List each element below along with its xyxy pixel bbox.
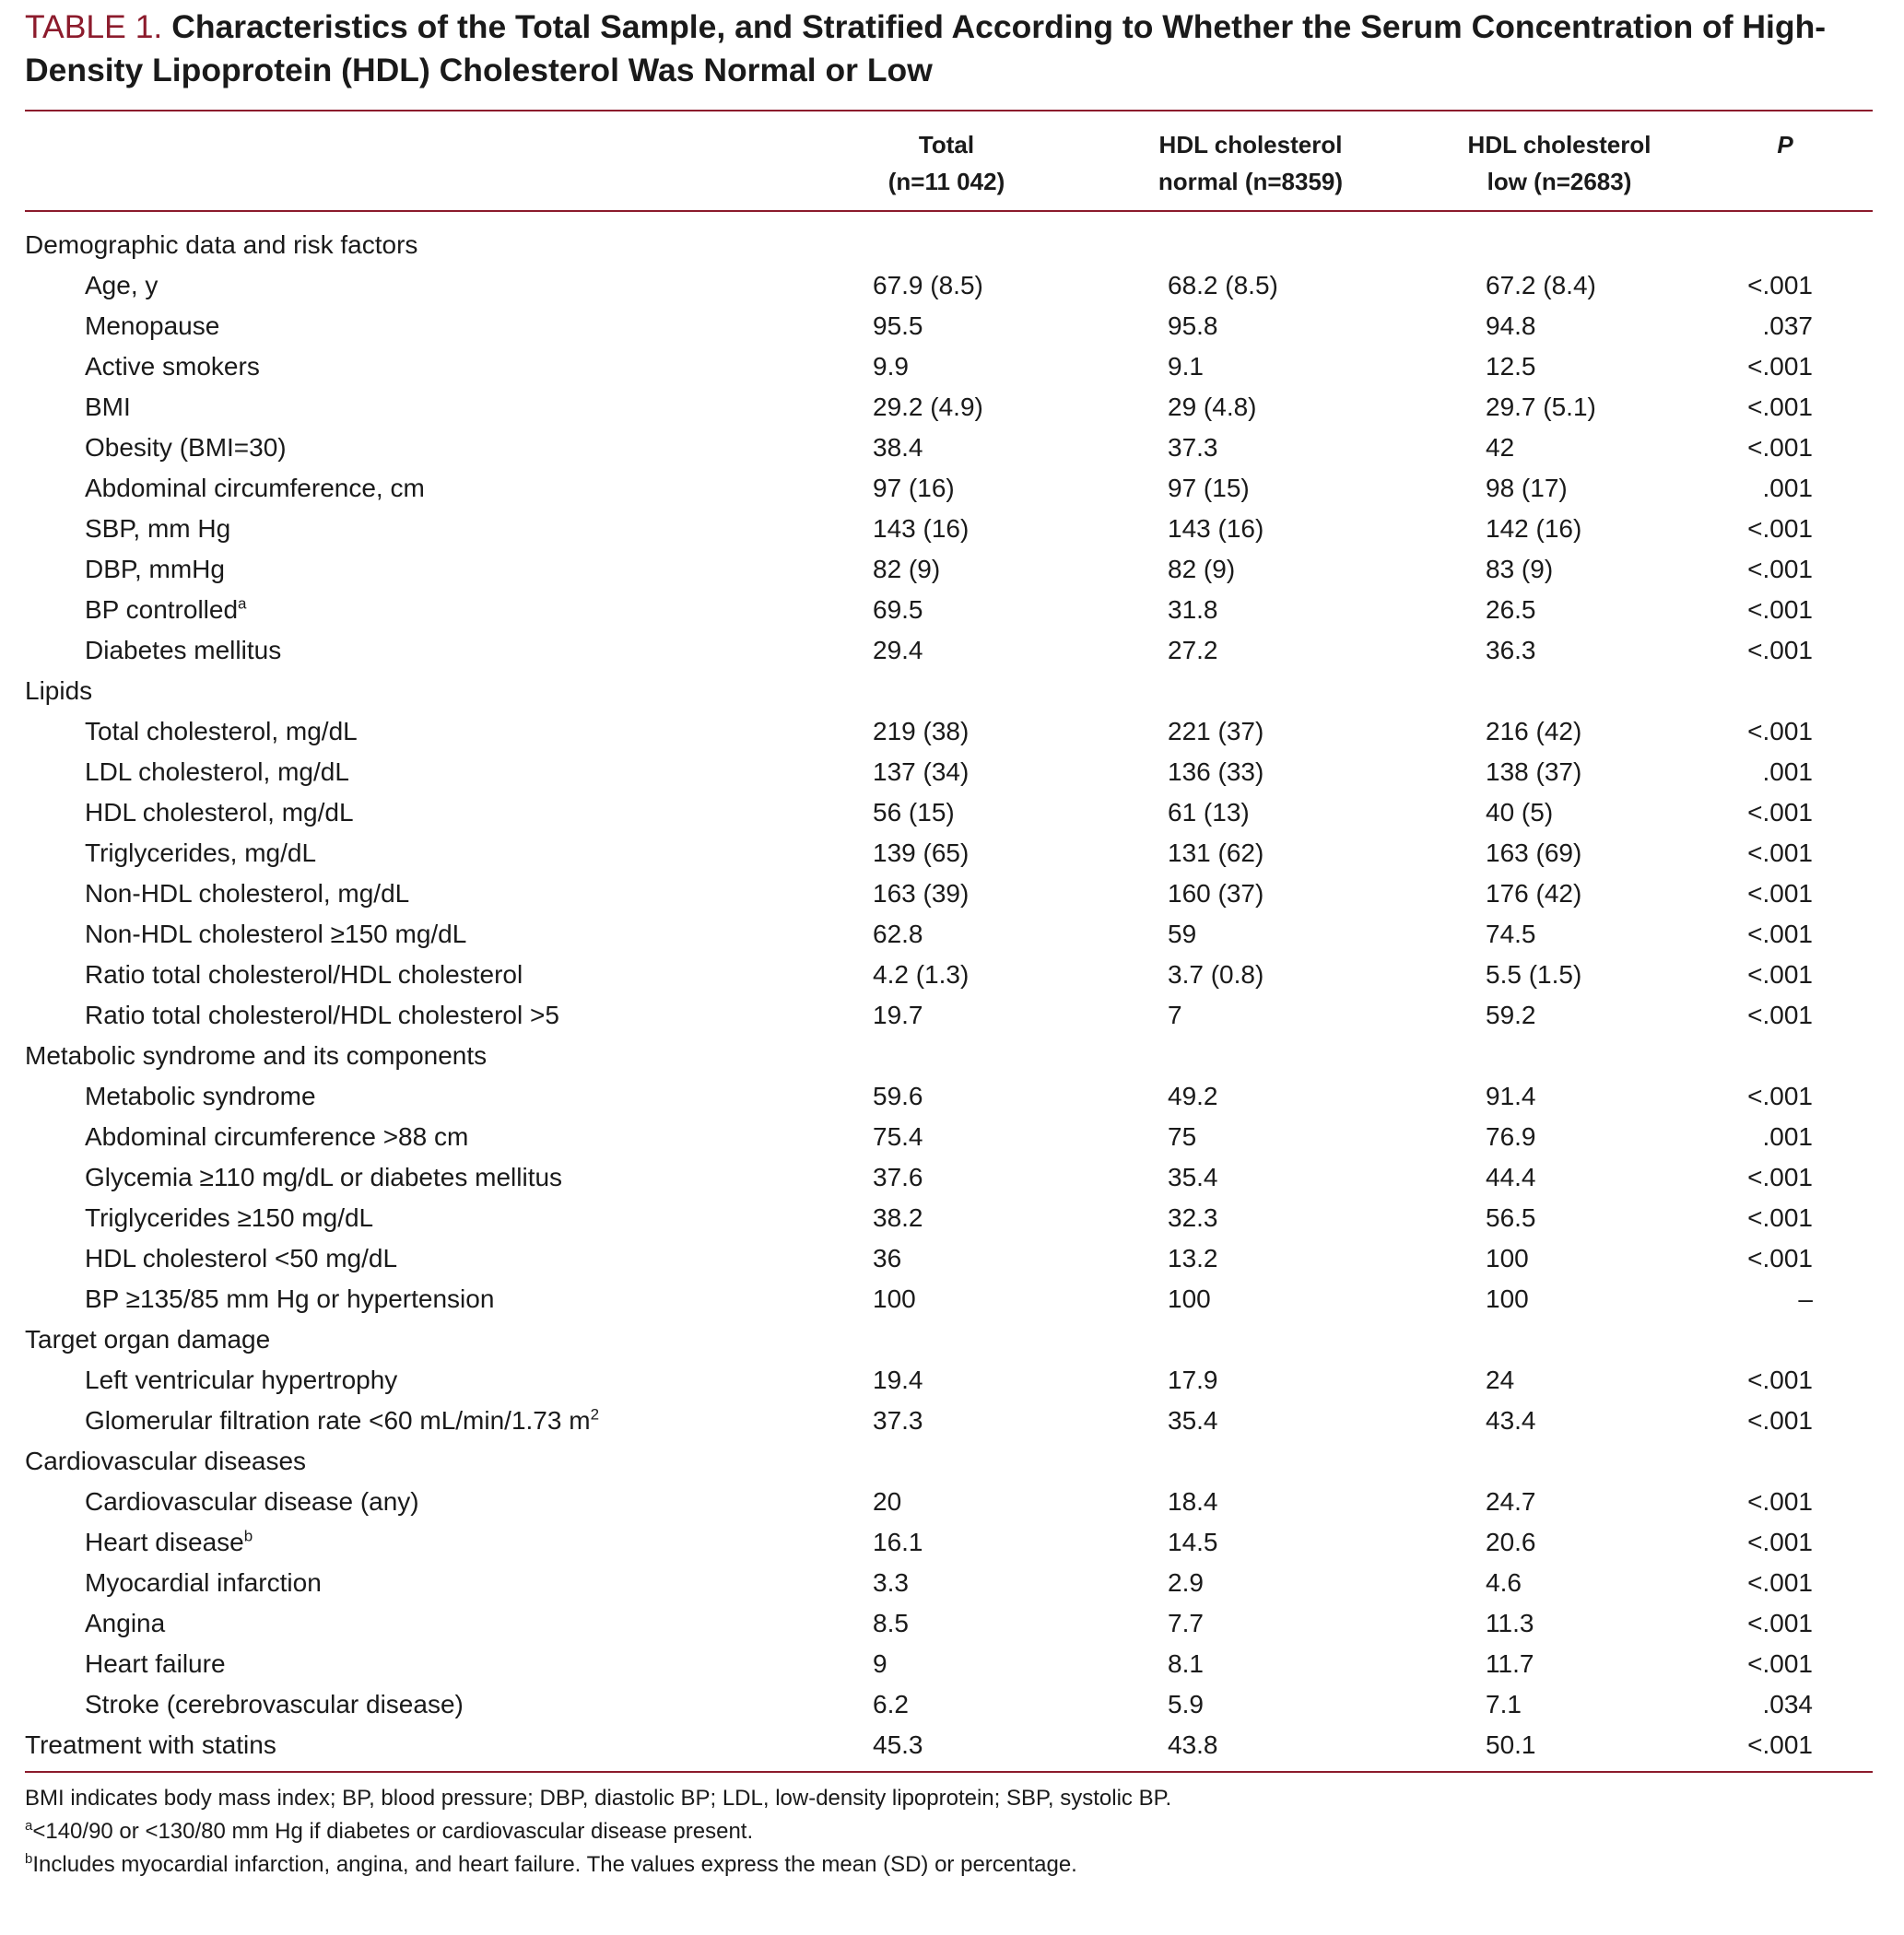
row-label: [85, 955, 523, 995]
table-row: [25, 1279, 1873, 1319]
table-row: [25, 306, 1873, 346]
cell-hdl-normal: 8.1: [1168, 1649, 1204, 1678]
cell-p-value: <.001: [1747, 1649, 1813, 1678]
row-label: [85, 792, 354, 833]
cell-hdl-low: 29.7 (5.1): [1486, 393, 1596, 421]
cell-hdl-low: 7.1: [1486, 1690, 1522, 1718]
row-label-text: BMI: [85, 393, 131, 421]
cell-p-value: .001: [1762, 1122, 1813, 1151]
table-row: [25, 1401, 1873, 1441]
cell-p-value: <.001: [1747, 1487, 1813, 1516]
table-row: [25, 265, 1873, 306]
cell-total: 4.2 (1.3): [873, 960, 970, 989]
row-label-text: Ratio total cholesterol/HDL cholesterol: [85, 960, 523, 989]
cell-hdl-normal: 95.8: [1168, 311, 1218, 340]
cell-p-value: <.001: [1747, 879, 1813, 908]
cell-hdl-normal: 18.4: [1168, 1487, 1218, 1516]
table-row: [25, 590, 1873, 630]
row-label-text: Diabetes mellitus: [85, 636, 282, 664]
cell-hdl-normal: 35.4: [1168, 1406, 1218, 1435]
row-label: [85, 1076, 316, 1117]
cell-hdl-normal: 100: [1168, 1284, 1211, 1313]
bottom-rule: [25, 1771, 1873, 1773]
header-hdl-low-line1: HDL cholesterol: [1467, 131, 1651, 158]
cell-total: 67.9 (8.5): [873, 271, 983, 299]
table-row: [25, 468, 1873, 509]
cell-p-value: <.001: [1747, 1568, 1813, 1597]
row-label-text: Demographic data and risk factors: [25, 230, 418, 259]
table-row: [25, 955, 1873, 995]
cell-hdl-normal: 32.3: [1168, 1203, 1218, 1232]
row-label-text: Ratio total cholesterol/HDL cholesterol >5: [85, 1001, 559, 1029]
table-title: [25, 6, 1873, 92]
row-label-text: Triglycerides ≥150 mg/dL: [85, 1203, 374, 1232]
cell-total: 29.4: [873, 636, 923, 664]
row-label-superscript: a: [238, 594, 247, 613]
row-label-text: Menopause: [85, 311, 220, 340]
row-label: [85, 468, 425, 509]
section-header-row: [25, 1036, 1873, 1076]
row-label: [85, 428, 287, 468]
cell-total: 9.9: [873, 352, 909, 381]
table-row: [25, 1482, 1873, 1522]
cell-hdl-low: 138 (37): [1486, 757, 1582, 786]
row-label-text: SBP, mm Hg: [85, 514, 231, 543]
row-label: [85, 346, 260, 387]
table-row: [25, 1725, 1873, 1765]
row-label: [85, 1279, 494, 1319]
cell-hdl-low: 36.3: [1486, 636, 1536, 664]
row-label: [85, 1360, 397, 1401]
row-label: [85, 1401, 599, 1441]
row-label: [85, 509, 230, 549]
table-body: [25, 225, 1873, 1765]
row-label-text: Treatment with statins: [25, 1730, 276, 1759]
cell-hdl-normal: 17.9: [1168, 1366, 1218, 1394]
cell-p-value: <.001: [1747, 798, 1813, 827]
table-row: [25, 1522, 1873, 1563]
cell-p-value: <.001: [1747, 636, 1813, 664]
row-label-text: Active smokers: [85, 352, 260, 381]
cell-total: 143 (16): [873, 514, 970, 543]
cell-hdl-low: 176 (42): [1486, 879, 1582, 908]
table-row: [25, 1603, 1873, 1644]
table-row: [25, 874, 1873, 914]
cell-hdl-normal: 37.3: [1168, 433, 1218, 462]
cell-total: 6.2: [873, 1690, 909, 1718]
cell-total: 62.8: [873, 920, 923, 948]
cell-total: 37.6: [873, 1163, 923, 1191]
row-label-text: Obesity (BMI=30): [85, 433, 287, 462]
cell-p-value: <.001: [1747, 352, 1813, 381]
cell-total: 95.5: [873, 311, 923, 340]
section-header-row: [25, 1441, 1873, 1482]
cell-hdl-normal: 2.9: [1168, 1568, 1204, 1597]
footnote-abbreviations: BMI indicates body mass index; BP, blood pressure; DBP, diastolic BP; LDL, low-density lipoprotein; SBP, systolic BP.: [25, 1786, 1172, 1811]
cell-total: 97 (16): [873, 474, 955, 502]
cell-p-value: <.001: [1747, 1082, 1813, 1110]
table-row: [25, 914, 1873, 955]
top-rule: [25, 110, 1873, 111]
table-row: [25, 752, 1873, 792]
cell-hdl-low: 40 (5): [1486, 798, 1554, 827]
header-hdl-low-line2: low (n=2683): [1487, 168, 1632, 195]
cell-hdl-low: 11.7: [1486, 1649, 1534, 1678]
cell-hdl-low: 100: [1486, 1284, 1529, 1313]
cell-hdl-normal: 221 (37): [1168, 717, 1264, 745]
cell-hdl-low: 98 (17): [1486, 474, 1568, 502]
row-label-text: BP controlled: [85, 595, 239, 624]
header-hdl-normal-line1: HDL cholesterol: [1158, 131, 1343, 158]
row-label: [85, 711, 358, 752]
cell-hdl-low: 216 (42): [1486, 717, 1582, 745]
row-label-text: Metabolic syndrome and its components: [25, 1041, 488, 1070]
cell-hdl-low: 142 (16): [1486, 514, 1582, 543]
row-label-text: Target organ damage: [25, 1325, 271, 1354]
section-header-row: [25, 225, 1873, 265]
cell-hdl-normal: 43.8: [1168, 1730, 1218, 1759]
footnote-a-mark: a: [25, 1818, 33, 1834]
section-label: [25, 225, 417, 265]
cell-total: 38.2: [873, 1203, 923, 1232]
cell-hdl-low: 50.1: [1486, 1730, 1536, 1759]
cell-total: 219 (38): [873, 717, 970, 745]
row-label-text: Lipids: [25, 676, 93, 705]
row-label-text: Angina: [85, 1609, 166, 1637]
row-label: [85, 914, 466, 955]
cell-total: 19.4: [873, 1366, 923, 1394]
row-label: [85, 1157, 562, 1198]
document-page: [25, 0, 1873, 1935]
cell-hdl-low: 56.5: [1486, 1203, 1536, 1232]
cell-hdl-normal: 68.2 (8.5): [1168, 271, 1278, 299]
row-label-text: Left ventricular hypertrophy: [85, 1366, 398, 1394]
cell-hdl-normal: 35.4: [1168, 1163, 1218, 1191]
header-hdl-low: [1426, 126, 1693, 200]
footnote-b-mark: b: [25, 1851, 33, 1867]
cell-hdl-normal: 75: [1168, 1122, 1197, 1151]
row-label: [85, 306, 219, 346]
section-header-row: [25, 671, 1873, 711]
cell-hdl-low: 24.7: [1486, 1487, 1536, 1516]
cell-total: 100: [873, 1284, 916, 1313]
cell-p-value: <.001: [1747, 595, 1813, 624]
row-label: [85, 752, 349, 792]
row-label: [85, 1198, 373, 1238]
row-label: [85, 1644, 226, 1684]
cell-p-value: <.001: [1747, 1406, 1813, 1435]
row-label-text: Stroke (cerebrovascular disease): [85, 1690, 464, 1718]
header-total-line2: (n=11 042): [887, 168, 1005, 195]
section-label: [25, 1441, 306, 1482]
table-row: [25, 995, 1873, 1036]
cell-p-value: <.001: [1747, 1244, 1813, 1272]
cell-hdl-normal: 7: [1168, 1001, 1182, 1029]
header-p-value-label: P: [1777, 131, 1793, 158]
row-label-text: Abdominal circumference, cm: [85, 474, 425, 502]
cell-hdl-normal: 143 (16): [1168, 514, 1264, 543]
section-label: [25, 671, 92, 711]
header-p-value: [1739, 126, 1831, 163]
cell-total: 3.3: [873, 1568, 909, 1597]
cell-total: 37.3: [873, 1406, 923, 1435]
cell-total: 29.2 (4.9): [873, 393, 983, 421]
row-label: [25, 1725, 276, 1765]
row-label-text: Triglycerides, mg/dL: [85, 838, 317, 867]
cell-hdl-normal: 29 (4.8): [1168, 393, 1257, 421]
cell-hdl-low: 11.3: [1486, 1609, 1534, 1637]
cell-p-value: <.001: [1747, 1001, 1813, 1029]
row-label: [85, 549, 225, 590]
cell-hdl-low: 94.8: [1486, 311, 1536, 340]
row-label: [85, 1603, 165, 1644]
cell-hdl-low: 59.2: [1486, 1001, 1536, 1029]
cell-p-value: <.001: [1747, 838, 1813, 867]
table-row: [25, 792, 1873, 833]
cell-hdl-low: 20.6: [1486, 1528, 1536, 1556]
cell-hdl-normal: 97 (15): [1168, 474, 1250, 502]
row-label-text: DBP, mmHg: [85, 555, 225, 583]
row-label: [85, 1522, 253, 1563]
row-label: [85, 387, 131, 428]
row-label-text: Heart failure: [85, 1649, 226, 1678]
cell-hdl-normal: 5.9: [1168, 1690, 1204, 1718]
table-row: [25, 711, 1873, 752]
header-rule: [25, 210, 1873, 212]
row-label-text: HDL cholesterol, mg/dL: [85, 798, 354, 827]
cell-total: 75.4: [873, 1122, 923, 1151]
row-label-superscript: 2: [590, 1405, 600, 1424]
table-row: [25, 346, 1873, 387]
cell-hdl-normal: 27.2: [1168, 636, 1218, 664]
table-row: [25, 387, 1873, 428]
cell-hdl-normal: 136 (33): [1168, 757, 1264, 786]
cell-hdl-low: 4.6: [1486, 1568, 1522, 1597]
cell-p-value: .001: [1762, 474, 1813, 502]
row-label-text: Non-HDL cholesterol ≥150 mg/dL: [85, 920, 467, 948]
cell-total: 20: [873, 1487, 902, 1516]
cell-hdl-normal: 14.5: [1168, 1528, 1218, 1556]
cell-hdl-normal: 13.2: [1168, 1244, 1218, 1272]
row-label-text: Age, y: [85, 271, 159, 299]
row-label: [85, 1482, 419, 1522]
section-label: [25, 1319, 270, 1360]
cell-total: 38.4: [873, 433, 923, 462]
cell-p-value: –: [1798, 1284, 1813, 1313]
row-label-text: BP ≥135/85 mm Hg or hypertension: [85, 1284, 495, 1313]
row-label-text: LDL cholesterol, mg/dL: [85, 757, 349, 786]
row-label: [85, 590, 247, 630]
cell-hdl-normal: 49.2: [1168, 1082, 1218, 1110]
row-label: [85, 1117, 468, 1157]
row-label: [85, 1684, 464, 1725]
footnote-a: [25, 1815, 1873, 1848]
cell-total: 137 (34): [873, 757, 970, 786]
cell-p-value: <.001: [1747, 1730, 1813, 1759]
cell-p-value: <.001: [1747, 920, 1813, 948]
row-label-text: HDL cholesterol <50 mg/dL: [85, 1244, 398, 1272]
cell-p-value: <.001: [1747, 555, 1813, 583]
table-row: [25, 1360, 1873, 1401]
header-total: [827, 126, 1066, 200]
cell-total: 8.5: [873, 1609, 909, 1637]
cell-hdl-low: 43.4: [1486, 1406, 1536, 1435]
cell-total: 19.7: [873, 1001, 923, 1029]
cell-hdl-low: 26.5: [1486, 595, 1536, 624]
row-label: [85, 833, 316, 874]
table-row: [25, 1076, 1873, 1117]
cell-p-value: <.001: [1747, 960, 1813, 989]
table-row: [25, 428, 1873, 468]
cell-total: 163 (39): [873, 879, 970, 908]
row-label-text: Myocardial infarction: [85, 1568, 322, 1597]
row-label: [85, 874, 409, 914]
footnote-b: [25, 1848, 1873, 1882]
cell-total: 139 (65): [873, 838, 970, 867]
cell-p-value: .037: [1762, 311, 1813, 340]
header-hdl-normal-line2: normal (n=8359): [1158, 168, 1344, 195]
cell-hdl-low: 83 (9): [1486, 555, 1554, 583]
table-row: [25, 1157, 1873, 1198]
cell-p-value: <.001: [1747, 1163, 1813, 1191]
row-label-superscript: b: [243, 1527, 253, 1545]
table-caption: Characteristics of the Total Sample, and Stratified According to Whether the Serum Concentration of High-Density Lipoprotein (HDL) Cholesterol Was Normal or Low: [25, 8, 1827, 88]
table-row: [25, 1563, 1873, 1603]
row-label-text: Glycemia ≥110 mg/dL or diabetes mellitus: [85, 1163, 563, 1191]
cell-hdl-normal: 82 (9): [1168, 555, 1236, 583]
cell-p-value: <.001: [1747, 433, 1813, 462]
row-label: [85, 995, 559, 1036]
row-label-text: Total cholesterol, mg/dL: [85, 717, 358, 745]
cell-hdl-low: 100: [1486, 1244, 1529, 1272]
header-total-line1: Total: [918, 131, 975, 158]
cell-hdl-low: 44.4: [1486, 1163, 1536, 1191]
cell-p-value: <.001: [1747, 717, 1813, 745]
cell-hdl-normal: 160 (37): [1168, 879, 1264, 908]
row-label: [85, 1563, 322, 1603]
table-row: [25, 630, 1873, 671]
cell-hdl-normal: 61 (13): [1168, 798, 1250, 827]
cell-p-value: <.001: [1747, 393, 1813, 421]
row-label: [85, 630, 281, 671]
cell-p-value: <.001: [1747, 271, 1813, 299]
cell-hdl-low: 163 (69): [1486, 838, 1582, 867]
cell-total: 9: [873, 1649, 887, 1678]
table-row: [25, 833, 1873, 874]
cell-p-value: <.001: [1747, 1528, 1813, 1556]
table-row: [25, 509, 1873, 549]
cell-p-value: .001: [1762, 757, 1813, 786]
cell-hdl-normal: 9.1: [1168, 352, 1204, 381]
row-label: [85, 265, 158, 306]
footnote-b-text: Includes myocardial infarction, angina, and heart failure. The values express the mean (SD) or percentage.: [32, 1852, 1077, 1877]
cell-p-value: <.001: [1747, 514, 1813, 543]
table-row: [25, 1238, 1873, 1279]
cell-total: 56 (15): [873, 798, 955, 827]
section-header-row: [25, 1319, 1873, 1360]
cell-p-value: <.001: [1747, 1609, 1813, 1637]
cell-hdl-low: 42: [1486, 433, 1515, 462]
section-label: [25, 1036, 487, 1076]
cell-total: 45.3: [873, 1730, 923, 1759]
cell-hdl-low: 24: [1486, 1366, 1515, 1394]
cell-hdl-normal: 131 (62): [1168, 838, 1264, 867]
cell-hdl-low: 74.5: [1486, 920, 1536, 948]
footnote-a-text: <140/90 or <130/80 mm Hg if diabetes or cardiovascular disease present.: [32, 1819, 754, 1844]
table-number: TABLE 1.: [25, 8, 163, 45]
table-row: [25, 549, 1873, 590]
cell-p-value: <.001: [1747, 1366, 1813, 1394]
cell-hdl-normal: 31.8: [1168, 595, 1218, 624]
cell-total: 59.6: [873, 1082, 923, 1110]
cell-total: 36: [873, 1244, 902, 1272]
row-label-text: Heart disease: [85, 1528, 244, 1556]
cell-hdl-low: 67.2 (8.4): [1486, 271, 1596, 299]
table-row: [25, 1198, 1873, 1238]
table-row: [25, 1684, 1873, 1725]
cell-total: 16.1: [873, 1528, 923, 1556]
table-row: [25, 1644, 1873, 1684]
row-label-text: Cardiovascular disease (any): [85, 1487, 419, 1516]
cell-hdl-low: 5.5 (1.5): [1486, 960, 1582, 989]
cell-p-value: .034: [1762, 1690, 1813, 1718]
row-label: [85, 1238, 397, 1279]
cell-total: 82 (9): [873, 555, 941, 583]
row-label-text: Cardiovascular diseases: [25, 1447, 307, 1475]
cell-hdl-low: 76.9: [1486, 1122, 1536, 1151]
cell-hdl-normal: 59: [1168, 920, 1197, 948]
row-label-text: Abdominal circumference >88 cm: [85, 1122, 469, 1151]
cell-hdl-low: 91.4: [1486, 1082, 1536, 1110]
row-label-text: Glomerular filtration rate <60 mL/min/1.73 m: [85, 1406, 591, 1435]
row-label-text: Non-HDL cholesterol, mg/dL: [85, 879, 410, 908]
row-label-text: Metabolic syndrome: [85, 1082, 316, 1110]
table-row: [25, 1117, 1873, 1157]
cell-p-value: <.001: [1747, 1203, 1813, 1232]
header-hdl-normal: [1117, 126, 1384, 200]
cell-hdl-normal: 7.7: [1168, 1609, 1204, 1637]
cell-total: 69.5: [873, 595, 923, 624]
cell-hdl-normal: 3.7 (0.8): [1168, 960, 1264, 989]
cell-hdl-low: 12.5: [1486, 352, 1536, 381]
